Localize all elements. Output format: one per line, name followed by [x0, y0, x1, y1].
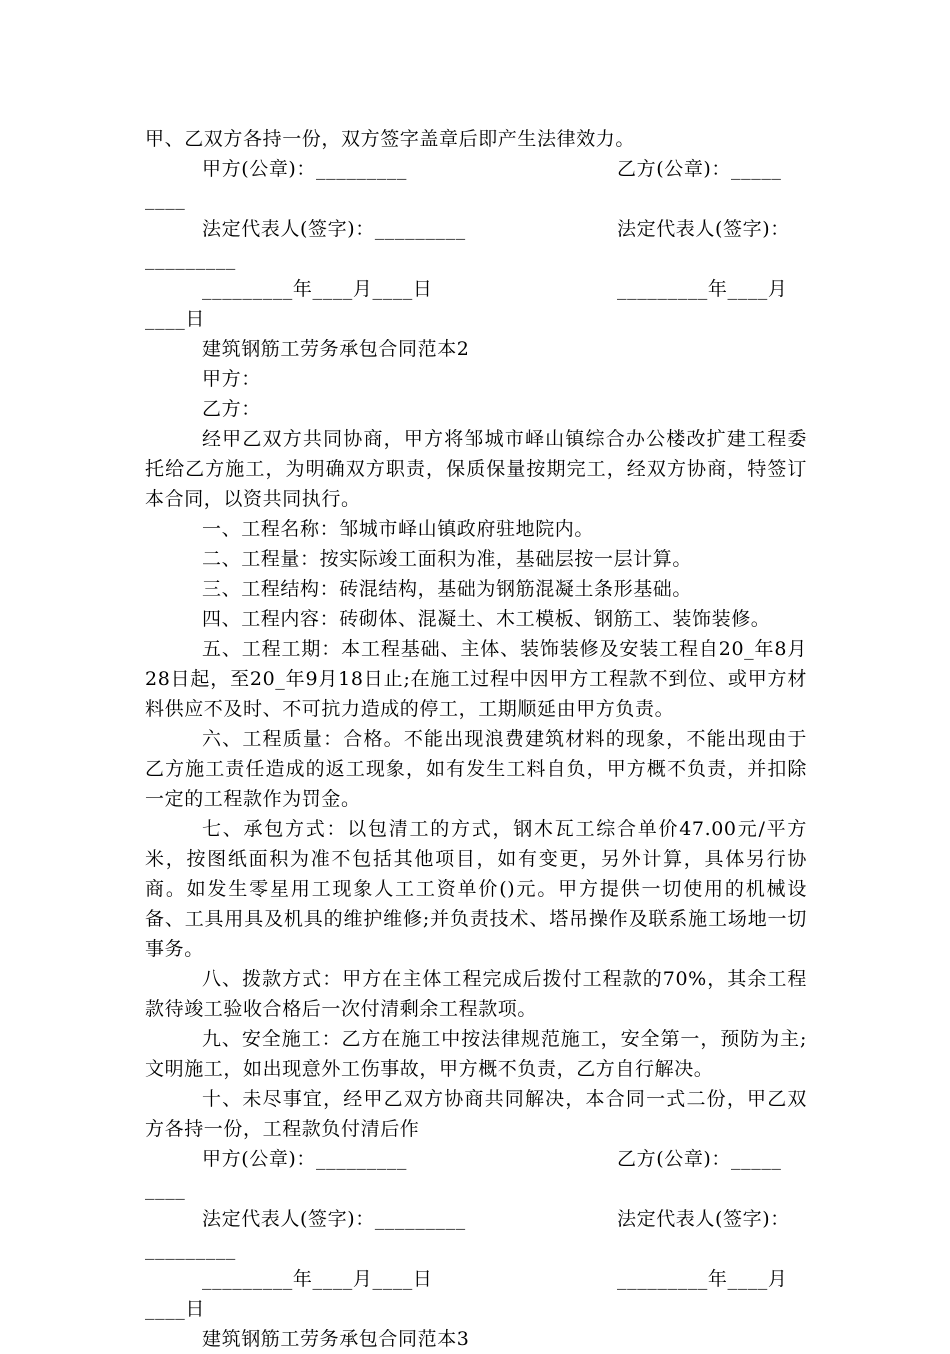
- opening-line: 甲、乙双方各持一份，双方签字盖章后即产生法律效力。: [145, 128, 636, 150]
- paragraph-clause-1: 一、工程名称：邹城市峄山镇政府驻地院内。: [202, 518, 595, 540]
- party-b-label: 乙方：: [202, 398, 261, 420]
- party-a-rep-2: 法定代表人(签字)：_________: [202, 1208, 466, 1230]
- party-b-rep-wrap: _________: [145, 248, 236, 270]
- paragraph-clause-3: 三、工程结构：砖混结构，基础为钢筋混凝土条形基础。: [202, 578, 693, 600]
- party-b-rep-2: 法定代表人(签字)：: [617, 1208, 790, 1230]
- party-a-seal-2: 甲方(公章)：_________: [202, 1148, 407, 1170]
- section-3-title: 建筑钢筋工劳务承包合同范本3: [202, 1328, 470, 1350]
- party-a-label: 甲方：: [202, 368, 261, 390]
- party-b-seal-wrap-2: ____: [145, 1178, 186, 1200]
- paragraph-clause-5: 五、工程工期：本工程基础、主体、装饰装修及安装工程自20_年8月28日起，至20_年9月18日止;在施工过程中因甲方工程款不到位、或甲方材料供应不及时、不可抗力造成的停工，工期顺延由甲方负责。: [145, 638, 807, 720]
- party-b-date-wrap-2: ____日: [145, 1298, 206, 1320]
- party-a-date: _________年____月____日: [202, 278, 433, 300]
- signature-row-reps-2: [145, 1204, 807, 1234]
- party-b-rep: 法定代表人(签字)：: [617, 218, 790, 240]
- paragraph-clause-8: 八、拨款方式：甲方在主体工程完成后拨付工程款的70%，其余工程款待竣工验收合格后一次付清剩余工程款项。: [145, 968, 807, 1020]
- signature-row-seals-2: [145, 1144, 807, 1174]
- paragraph-clause-6: 六、工程质量：合格。不能出现浪费建筑材料的现象，不能出现由于乙方施工责任造成的返工现象，如有发生工料自负，甲方概不负责，并扣除一定的工程款作为罚金。: [145, 728, 807, 810]
- party-b-date: _________年____月: [617, 278, 788, 300]
- paragraph-clause-9: 九、安全施工：乙方在施工中按法律规范施工，安全第一，预防为主;文明施工，如出现意外工伤事故，甲方概不负责，乙方自行解决。: [145, 1028, 807, 1080]
- paragraph-clause-4: 四、工程内容：砖砌体、混凝土、木工模板、钢筋工、装饰装修。: [202, 608, 771, 630]
- party-b-date-wrap: ____日: [145, 308, 206, 330]
- party-a-seal: 甲方(公章)：_________: [202, 158, 407, 180]
- party-b-seal: 乙方(公章)：_____: [617, 158, 782, 180]
- paragraph-clause-7: 七、承包方式：以包清工的方式，钢木瓦工综合单价47.00元/平方米，按图纸面积为准不包括其他项目，如有变更，另外计算，具体另行协商。如发生零星用工现象人工工资单价()元。甲方提供一切使用的机械设备、工具用具及机具的维护维修;并负责技术、塔吊操作及联系施工场地一切事务。: [145, 818, 807, 960]
- party-b-rep-wrap-2: _________: [145, 1238, 236, 1260]
- signature-row-dates-2: [145, 1264, 807, 1294]
- section-2-title: 建筑钢筋工劳务承包合同范本2: [202, 338, 470, 360]
- party-b-seal-wrap: ____: [145, 188, 186, 210]
- party-b-seal-2: 乙方(公章)：_____: [617, 1148, 782, 1170]
- signature-row-reps: [145, 214, 807, 244]
- party-b-date-2: _________年____月: [617, 1268, 788, 1290]
- document-page: [145, 124, 807, 1354]
- party-a-rep: 法定代表人(签字)：_________: [202, 218, 466, 240]
- signature-row-seals: [145, 154, 807, 184]
- party-a-date-2: _________年____月____日: [202, 1268, 433, 1290]
- signature-row-dates: [145, 274, 807, 304]
- paragraph-clause-10: 十、未尽事宜，经甲乙双方协商共同解决，本合同一式二份，甲乙双方各持一份，工程款负付清后作: [145, 1088, 807, 1140]
- paragraph-intro: 经甲乙双方共同协商，甲方将邹城市峄山镇综合办公楼改扩建工程委托给乙方施工，为明确双方职责，保质保量按期完工，经双方协商，特签订本合同，以资共同执行。: [145, 428, 807, 510]
- paragraph-clause-2: 二、工程量：按实际竣工面积为准，基础层按一层计算。: [202, 548, 693, 570]
